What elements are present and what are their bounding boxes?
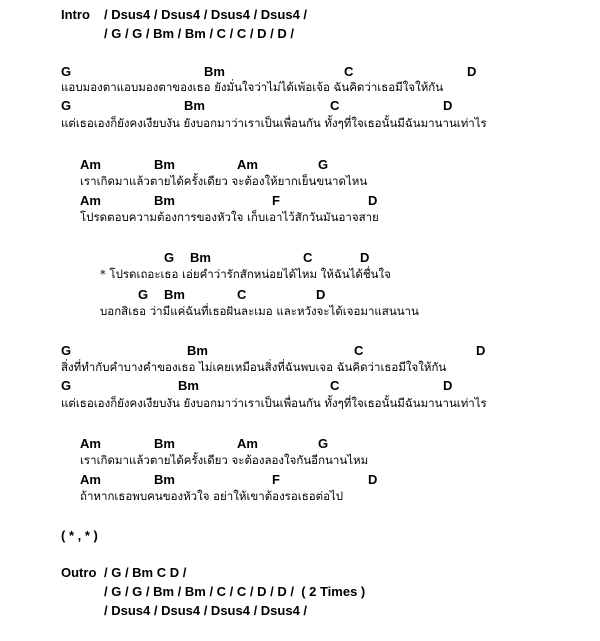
chord: C: [330, 98, 340, 113]
intro-line-1: / Dsus4 / Dsus4 / Dsus4 / Dsus4 /: [104, 7, 308, 22]
chord: Am: [80, 193, 101, 208]
outro-label: Outro: [61, 565, 97, 580]
chord: D: [467, 64, 477, 79]
chord: Bm: [204, 64, 225, 79]
outro-line-2: / G / G / Bm / Bm / C / C / D / D / ( 2 Times ): [104, 584, 366, 599]
intro-label: Intro: [61, 7, 90, 22]
chord: C: [237, 287, 247, 302]
lyric-line: เราเกิดมาแล้วตายได้ครั้งเดียว จะต้องให้ยากเย็นขนาดไหน: [80, 174, 368, 188]
chord: Bm: [184, 98, 205, 113]
chord: Bm: [187, 343, 208, 358]
lyric-line: แต่เธอเองก็ยังคงเงียบงัน ยังบอกมาว่าเราเป็นเพื่อนกัน ทั้งๆที่ใจเธอนั้นมีฉันมานานเท่าไร: [61, 396, 487, 410]
lyric-line: แอบมองตาแอบมองตาของเธอ ยังมั่นใจว่าไม่ได้เพ้อเจ้อ ฉันคิดว่าเธอมีใจให้กัน: [61, 80, 444, 94]
chord: D: [368, 472, 378, 487]
chord: G: [61, 343, 72, 358]
chord: Bm: [154, 157, 175, 172]
chord: G: [318, 436, 329, 451]
chord: D: [360, 250, 370, 265]
chord: Bm: [178, 378, 199, 393]
chord: D: [443, 98, 453, 113]
chord: G: [138, 287, 149, 302]
chord: C: [354, 343, 364, 358]
chord: D: [316, 287, 326, 302]
lyric-line: ถ้าหากเธอพบคนของหัวใจ อย่าให้เขาต้องรอเธอต่อไป: [80, 489, 344, 503]
repeat-marker: ( * , * ): [61, 528, 98, 543]
chord: Am: [80, 157, 101, 172]
chord: C: [303, 250, 313, 265]
chord: G: [61, 98, 72, 113]
chord: D: [443, 378, 453, 393]
chord: Bm: [190, 250, 211, 265]
chord: Bm: [154, 193, 175, 208]
chord: G: [61, 378, 72, 393]
chord: G: [318, 157, 329, 172]
chord: G: [164, 250, 175, 265]
chord: D: [368, 193, 378, 208]
lyric-line: บอกสิเธอ ว่ามีแค่ฉันที่เธอฝันละเมอ และหวังจะได้เจอมาแสนนาน: [100, 304, 419, 318]
lyric-line: * โปรดเถอะเธอ เอ่ยคำว่ารักสักหน่อยได้ไหม ให้ฉันได้ชื่นใจ: [100, 267, 391, 281]
chord: F: [272, 193, 280, 208]
lyric-line: สิ่งที่ทำกับคำบางคำของเธอ ไม่เคยเหมือนสิ่งที่ฉันพบเจอ ฉันคิดว่าเธอมีใจให้กัน: [61, 360, 447, 374]
chord: C: [344, 64, 354, 79]
chord: D: [476, 343, 486, 358]
outro-line-1: / G / Bm C D /: [104, 565, 187, 580]
lyric-line: เราเกิดมาแล้วตายได้ครั้งเดียว จะต้องลองใจกันอีกนานไหม: [80, 453, 369, 467]
chord: G: [61, 64, 72, 79]
lyric-line: แต่เธอเองก็ยังคงเงียบงัน ยังบอกมาว่าเราเป็นเพื่อนกัน ทั้งๆที่ใจเธอนั้นมีฉันมานานเท่าไร: [61, 116, 487, 130]
chord: C: [330, 378, 340, 393]
chord: F: [272, 472, 280, 487]
chord: Am: [237, 157, 258, 172]
chord: Am: [237, 436, 258, 451]
lyric-line: โปรดตอบความต้องการของหัวใจ เก็บเอาไว้สักวันมันอาจสาย: [80, 210, 379, 224]
outro-line-3: / Dsus4 / Dsus4 / Dsus4 / Dsus4 /: [104, 603, 308, 618]
intro-line-2: / G / G / Bm / Bm / C / C / D / D /: [104, 26, 294, 41]
chord: Am: [80, 436, 101, 451]
chord: Bm: [164, 287, 185, 302]
chord: Bm: [154, 436, 175, 451]
chord: Am: [80, 472, 101, 487]
chord: Bm: [154, 472, 175, 487]
